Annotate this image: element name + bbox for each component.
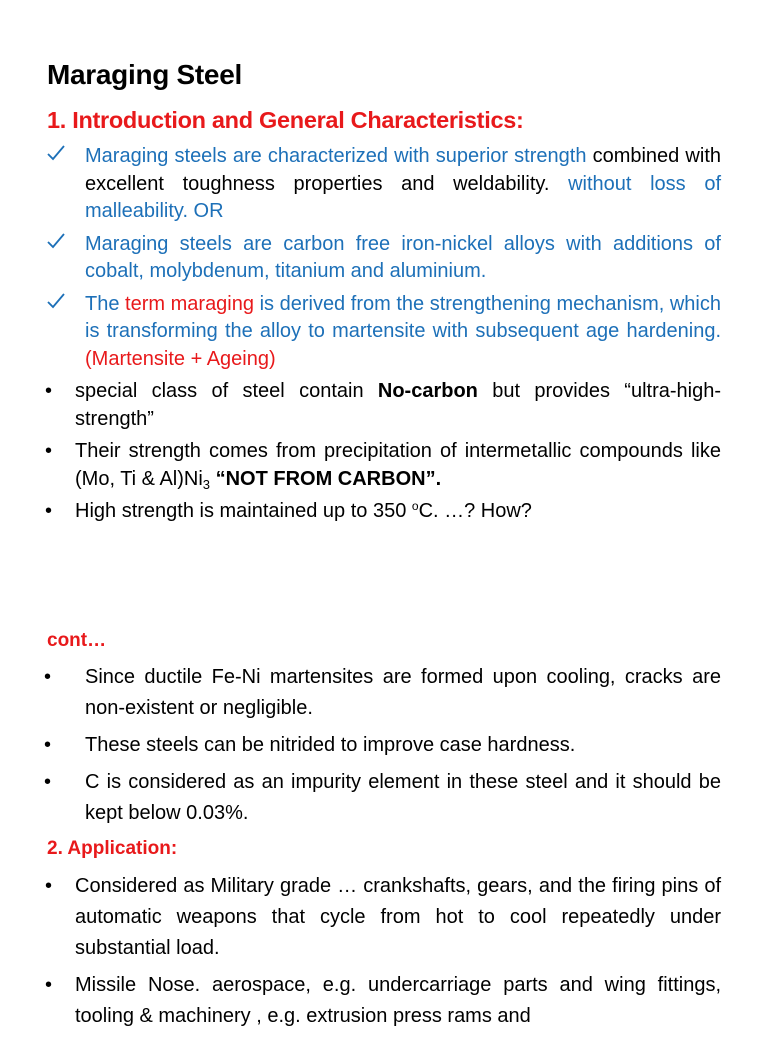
bullet-item bbox=[0, 767, 768, 829]
bullet-item bbox=[0, 498, 768, 526]
bullet-item-bold: No-carbon bbox=[377, 380, 478, 402]
check-item-text-red: term maraging bbox=[125, 292, 254, 315]
bullet-item-text: Since ductile Fe-Ni martensites are formed upon cooling, cracks are non-existent or negligible. bbox=[85, 666, 721, 719]
bullet-item-text: special class of steel contain bbox=[75, 380, 378, 402]
application-list bbox=[0, 871, 768, 1038]
bullet-icon: • bbox=[45, 974, 53, 996]
check-item-text: combined with excellent toughness properties and weldability. bbox=[85, 145, 721, 195]
bullet-item-text: High strength is maintained up to 350 bbox=[75, 500, 412, 522]
check-item-text-blue: is derived from the strengthening mechanism, which is transforming the alloy to martensite with subsequent age hardening. bbox=[85, 292, 721, 342]
bullet-item bbox=[0, 438, 768, 493]
bullet-item-text: Their strength comes from precipitation of intermetallic compounds like (Mo, Ti & Al)Ni bbox=[75, 440, 721, 490]
checkmark-icon bbox=[47, 291, 65, 319]
bullet-icon: • bbox=[45, 380, 53, 402]
check-item-text-red: (Martensite + Ageing) bbox=[85, 347, 276, 370]
check-item bbox=[0, 291, 768, 374]
bullet-item bbox=[0, 970, 768, 1032]
section-heading-application: 2. Application: bbox=[47, 838, 178, 859]
section-heading-introduction: 1. Introduction and General Characteristics: bbox=[47, 107, 524, 133]
check-item bbox=[0, 231, 768, 286]
checkmark-icon bbox=[47, 143, 65, 171]
bullet-item-bold: “NOT FROM CARBON”. bbox=[210, 467, 442, 490]
bullet-item-text: C is considered as an impurity element in these steel and it should be kept below 0.03%. bbox=[85, 771, 721, 824]
bullet-icon: • bbox=[45, 440, 53, 462]
bullet-icon: • bbox=[45, 875, 53, 897]
check-item-text-blue: Maraging steels are characterized with superior strength bbox=[85, 145, 587, 167]
bullet-item bbox=[0, 871, 768, 964]
page-title: Maraging Steel bbox=[47, 59, 242, 90]
cont-list bbox=[0, 662, 768, 835]
section-heading-cont: cont… bbox=[47, 630, 107, 651]
bullet-item bbox=[0, 662, 768, 724]
bullet-item-text: C. …? How? bbox=[418, 500, 532, 522]
subscript: 3 bbox=[202, 476, 211, 492]
bullet-icon: • bbox=[45, 500, 53, 522]
bullet-item-text: Considered as Military grade … crankshafts, gears, and the firing pins of automatic weapons that cycle from hot to cool repeatedly under substantial load. bbox=[75, 875, 721, 959]
introduction-list bbox=[0, 143, 768, 531]
bullet-item-text: These steels can be nitrided to improve case hardness. bbox=[85, 734, 576, 756]
check-item-text-blue: The bbox=[85, 292, 126, 315]
check-item-text-blue: without loss of malleability. OR bbox=[85, 172, 721, 222]
bullet-item bbox=[0, 378, 768, 433]
bullet-icon: • bbox=[44, 734, 52, 756]
bullet-item-text: but provides “ultra-high-strength” bbox=[75, 380, 721, 430]
checkmark-icon bbox=[47, 231, 65, 259]
bullet-icon: • bbox=[44, 666, 52, 688]
bullet-icon: • bbox=[44, 771, 52, 793]
bullet-item bbox=[0, 730, 768, 761]
bullet-item-text: Missile Nose. aerospace, e.g. undercarriage parts and wing fittings, tooling & machinery , e.g. extrusion press rams and bbox=[75, 974, 721, 1027]
check-item bbox=[0, 143, 768, 226]
superscript: o bbox=[411, 499, 419, 513]
check-item-text-blue: Maraging steels are carbon free iron-nickel alloys with additions of cobalt, molybdenum, titanium and aluminium. bbox=[85, 232, 721, 282]
